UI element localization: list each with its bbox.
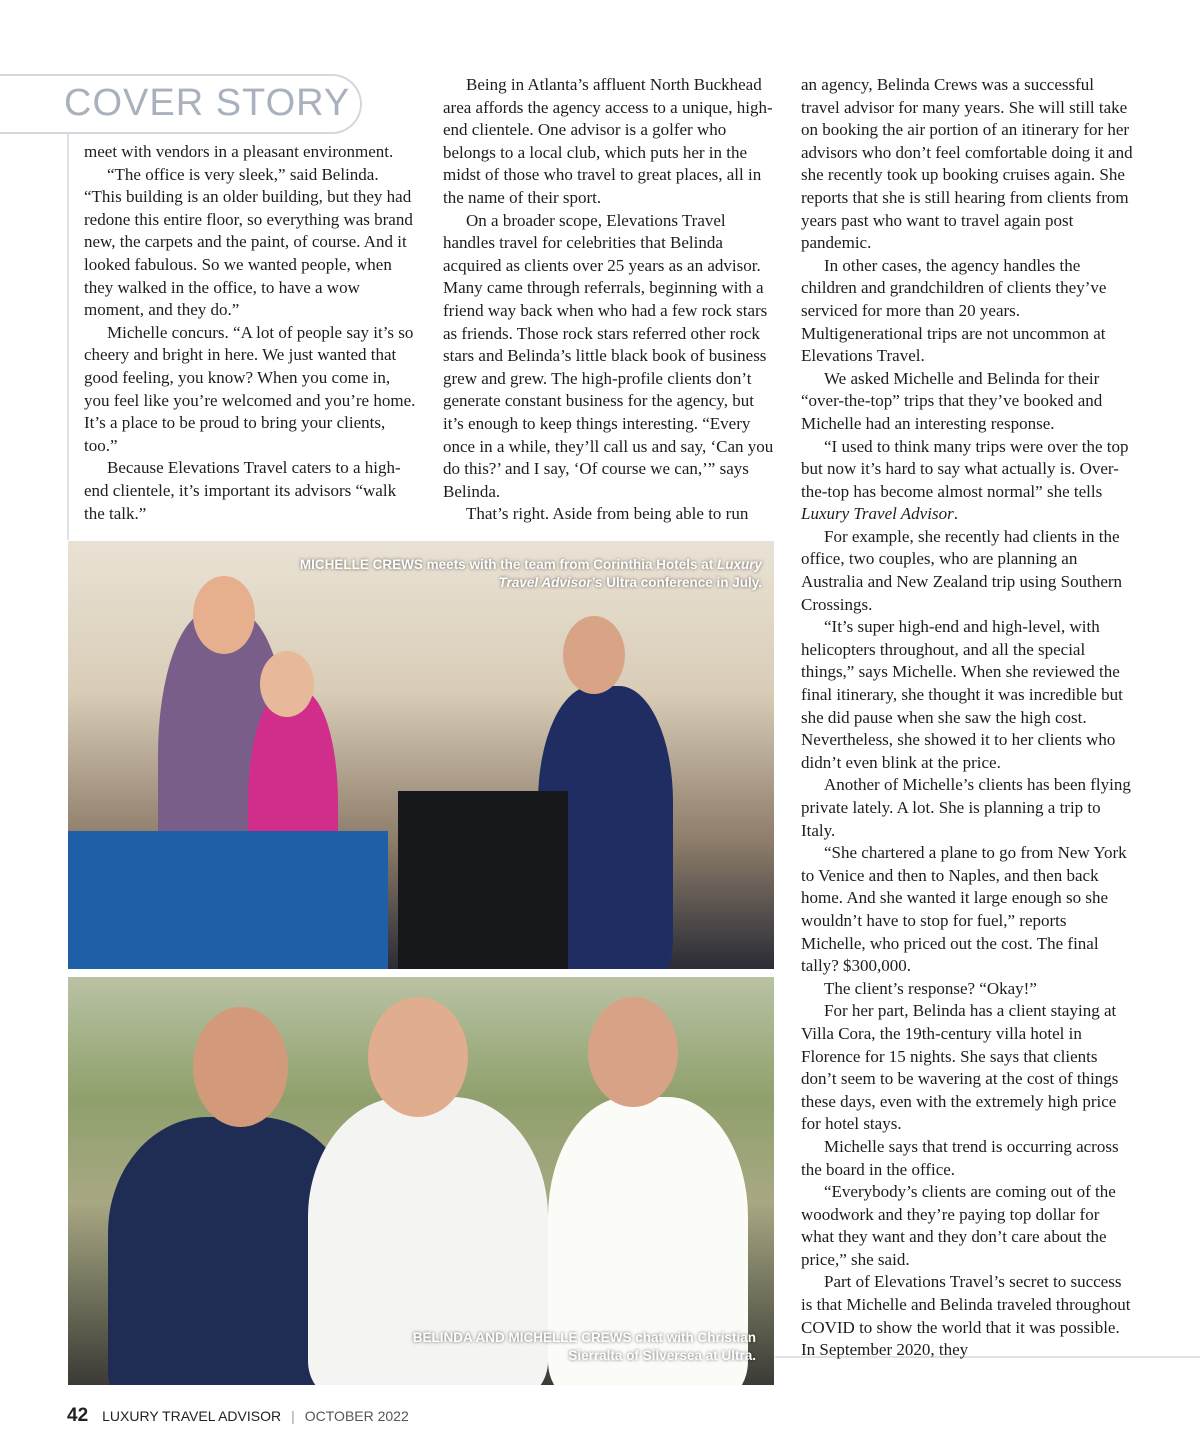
paragraph: “Everybody’s clients are coming out of the woodwork and they’re paying top dollar for what they want and they don’t care about the price,” she said. bbox=[801, 1182, 1116, 1269]
person-head bbox=[260, 651, 314, 717]
person-head bbox=[588, 997, 678, 1107]
person-head bbox=[193, 576, 255, 654]
caption-publication: Luxury Travel Advisor bbox=[498, 557, 762, 590]
paragraph: Because Elevations Travel caters to a high-end clientele, it’s important its advisors “walk the talk.” bbox=[84, 458, 401, 523]
photo-caption: BELINDA AND MICHELLE CREWS chat with Christian Sierralta of Silversea at Ultra. bbox=[412, 1330, 756, 1363]
section-tab bbox=[0, 74, 362, 134]
person-head bbox=[193, 1007, 288, 1127]
person-head bbox=[368, 997, 468, 1117]
paragraph: Part of Elevations Travel’s secret to success is that Michelle and Belinda traveled throughout COVID to show the world that it was possible. In September 2020, they bbox=[801, 1272, 1131, 1360]
paragraph: meet with vendors in a pleasant environment. bbox=[84, 142, 394, 161]
caption-text: MICHELLE CREWS meets with the team from Corinthia Hotels at bbox=[299, 557, 714, 572]
publication-title: LUXURY TRAVEL ADVISOR bbox=[102, 1408, 282, 1424]
column-rule bbox=[67, 134, 69, 540]
paragraph: For her part, Belinda has a client staying at Villa Cora, the 19th-century villa hotel in Florence for 15 nights. She says that clients don’t seem to be wavering at the cost of things these days, even with the extremely high price for hotel stays. bbox=[801, 1001, 1119, 1134]
page-number: 42 bbox=[67, 1405, 89, 1426]
paragraph: For example, she recently had clients in the office, two couples, who are planning an Australia and New Zealand trip using Southern Crossings. bbox=[801, 526, 1123, 614]
column-3 bbox=[801, 74, 1133, 1362]
paragraph: We asked Michelle and Belinda for their “over-the-top” trips that they’ve booked and Michelle had an interesting response. bbox=[801, 368, 1103, 433]
table-display bbox=[398, 791, 568, 969]
column-1 bbox=[84, 141, 418, 525]
paragraph: The client’s response? “Okay!” bbox=[824, 978, 1037, 998]
photo-conference-handshake bbox=[68, 541, 774, 969]
paragraph: “I used to think many trips were over the top but now it’s hard to say what actually is. Over-the-top has become almost normal” she tells Luxury Travel Advisor. bbox=[801, 436, 1129, 524]
paragraph: On a broader scope, Elevations Travel handles travel for celebrities that Belinda acquired as clients over 25 years as an advisor. Many came through referrals, beginning with a friend way back when who had a few rock stars as friends. Those rock stars referred other rock stars and Belinda’s little black book of business grew and grew. The high-profile clients don’t generate constant business for the agency, but it’s enough to keep things interesting. “Every once in a while, they’ll call us and say, ‘Can you do this?’ and I say, ‘Of course we can,’” says Belinda. bbox=[443, 210, 774, 501]
footer-separator: | bbox=[291, 1408, 295, 1424]
paragraph: In other cases, the agency handles the children and grandchildren of clients they’ve serviced for more than 20 years. Multigenerational trips are not uncommon at Elevations Travel. bbox=[801, 255, 1107, 366]
paragraph: Michelle says that trend is occurring across the board in the office. bbox=[801, 1136, 1119, 1179]
caption-text-end: ’s Ultra conference in July. bbox=[591, 575, 762, 590]
paragraph-text: “I used to think many trips were over the top but now it’s hard to say what actually is. Over-the-top has become almost normal” she tells bbox=[801, 436, 1129, 501]
column-2 bbox=[443, 74, 777, 526]
paragraph: That’s right. Aside from being able to run bbox=[466, 504, 749, 524]
paragraph: “The office is very sleek,” said Belinda. “This building is an older building, but they had redone this entire floor, so everything was brand new, the carpets and the paint, of course. And it looked fabulous. So we wanted people, when they walked in the office, to have a wow moment, and they do.” bbox=[84, 164, 413, 320]
page-footer bbox=[67, 1405, 409, 1427]
paragraph: Being in Atlanta’s affluent North Buckhead area affords the agency access to a unique, high-end clientele. One advisor is a golfer who belongs to a local club, which puts her in the midst of those who travel to great places, all in the name of their sport. bbox=[443, 75, 773, 207]
photo-caption bbox=[262, 556, 762, 592]
paragraph: “It’s super high-end and high-level, with helicopters throughout, and all the special things,” says Michelle. When she reviewed the final itinerary, she thought it was incredible but she did pause when she saw the high cost. Nevertheless, she showed it to her clients who didn’t even blink at the price. bbox=[801, 617, 1123, 772]
paragraph: Michelle concurs. “A lot of people say it’s so cheery and bright in here. We just wanted that good feeling, you know? When you come in, you feel like you’re welcomed and you’re home. It’s a place to be proud to bring your clients, too.” bbox=[84, 322, 416, 455]
section-label: COVER STORY bbox=[64, 82, 351, 124]
issue-date: OCTOBER 2022 bbox=[304, 1408, 409, 1424]
photo-group-portrait bbox=[68, 977, 774, 1385]
paragraph: Another of Michelle’s clients has been flying private lately. A lot. She is planning a trip to Italy. bbox=[801, 775, 1131, 840]
publication-name: Luxury Travel Advisor bbox=[801, 504, 954, 524]
paragraph: “She chartered a plane to go from New York to Venice and then to Naples, and then back home. And she wanted it large enough so she wouldn’t have to stop for fuel,” reports Michelle, who priced out the cost. The final tally? $300,000. bbox=[801, 843, 1127, 976]
table-cloth bbox=[68, 831, 388, 969]
paragraph: an agency, Belinda Crews was a successful travel advisor for many years. She will still take on booking the air portion of an itinerary for her advisors who don’t feel comfortable doing it and she recently took up booking cruises again. She reports that she is still hearing from clients from years past who want to travel again post pandemic. bbox=[801, 75, 1133, 253]
person-head bbox=[563, 616, 625, 694]
